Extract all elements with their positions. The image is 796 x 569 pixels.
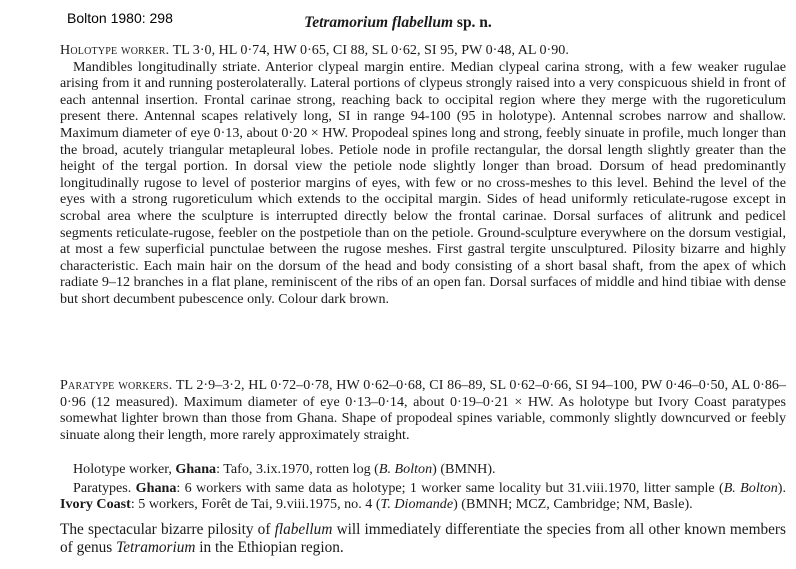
holotype-description: Mandibles longitudinally striate. Anterior clypeal margin entire. Median clypeal carina strong, with a few weaker rugulae arising from it and running posterolaterally. Lateral portions of clypeus strongly raised into a very conspicuous shield in front of each antennal insertion. Frontal carinae strong, reaching back to occipital region where they merge with the rugoreticulum present there. Antennal scapes relatively long, SI in range 94-100 (95 in holotype). Antennal scrobes narrow and shallow. Maximum diameter of eye 0·13, about 0·20 × HW. Propodeal spines long and strong, feebly sinuate in profile, much longer than the broad, acutely triangular metapleural lobes. Petiole node in profile rectangular, the dorsal length slightly greater than the height of the tergal portion. In dorsal view the petiole node slightly longer than broad. Dorsum of head predominantly longitudinally rugose to level of posterior margins of eyes, with few or no cross-meshes to this level. Behind the level of the eyes with a strong rugoreticulum which extends to the occipital margin. Sides of head uniformly reticulate-rugose except in scrobal area where the sculpture is interrupted directly below the frontal carinae. Dorsal surfaces of alitrunk and pedicel segments reticulate-rugose, feebler on the postpetiole than on the petiole. Ground-sculpture everywhere on the dorsum vestigial, at most a few superficial punctulae between the rugose meshes. First gastral tergite unsculptured. Pilosity bizarre and highly characteristic. Each main hair on the dorsum of the head and body consisting of a short basal shaft, from the apex of which radiate 9–12 branches in a flat plane, reminiscent of the ribs of an open fan. Dorsal surfaces of middle and hind tibiae with dense but short decumbent pubescence only. Colour dark brown.: [60, 58, 786, 307]
holotype-section: [60, 42, 786, 308]
paratype-paragraph: [60, 377, 786, 443]
diagnostic-remark: The spectacular bizarre pilosity of flabellum will immediately differentiate the species from all other known members of genus Tetramorium in the Ethiopian region.: [60, 521, 786, 556]
paratype-section: [60, 377, 786, 443]
holotype-heading: Holotype worker.: [60, 42, 170, 58]
species-title: [0, 14, 796, 32]
collector-name: B. Bolton: [378, 461, 433, 477]
country-ghana: Ghana: [175, 461, 217, 477]
citation-label: Bolton 1980: 298: [67, 10, 173, 26]
species-status: sp. n.: [453, 14, 492, 31]
paratype-text: TL 2·9–3·2, HL 0·72–0·78, HW 0·62–0·68, CI 86–89, SL 0·62–0·66, SI 94–100, PW 0·46–0·50, AL 0·86–0·96 (12 measured). Maximum diameter of eye 0·13–0·14, about 0·19–0·21 × HW. As holotype but Ivory Coast paratypes somewhat lighter brown than those from Ghana. Shape of propodeal spines variable, commonly slightly downcurved or feebly sinuate along their length, more rarely approximately straight.: [60, 377, 786, 443]
holotype-material: Holotype worker, Ghana: Tafo, 3.ix.1970, rotten log (B. Bolton) (BMNH).: [73, 461, 496, 477]
paratype-heading: Paratype workers.: [60, 377, 173, 393]
species-name: Tetramorium flabellum: [304, 14, 454, 31]
country-ghana: Ghana: [135, 479, 177, 496]
paratype-material: Paratypes. Ghana: 6 workers with same data as holotype; 1 worker same locality but 31.viii.1970, litter sample (B. Bolton). Ivory Coast: 5 workers, Forêt de Tai, 9.viii.1975, no. 4 (T. Diomande) (BMNH; MCZ, Cambridge; NM, Basle).: [60, 479, 786, 513]
collector-name: T. Diomande: [380, 496, 454, 513]
collector-name: B. Bolton: [723, 479, 778, 496]
holotype-measurements: [60, 42, 786, 59]
country-ivory-coast: Ivory Coast: [60, 496, 131, 513]
species-epithet: flabellum: [274, 521, 333, 538]
holotype-measurement-values: TL 3·0, HL 0·74, HW 0·65, CI 88, SL 0·62, SI 95, PW 0·48, AL 0·90.: [169, 42, 569, 58]
material-section: [60, 461, 786, 513]
genus-name: Tetramorium: [116, 539, 196, 556]
